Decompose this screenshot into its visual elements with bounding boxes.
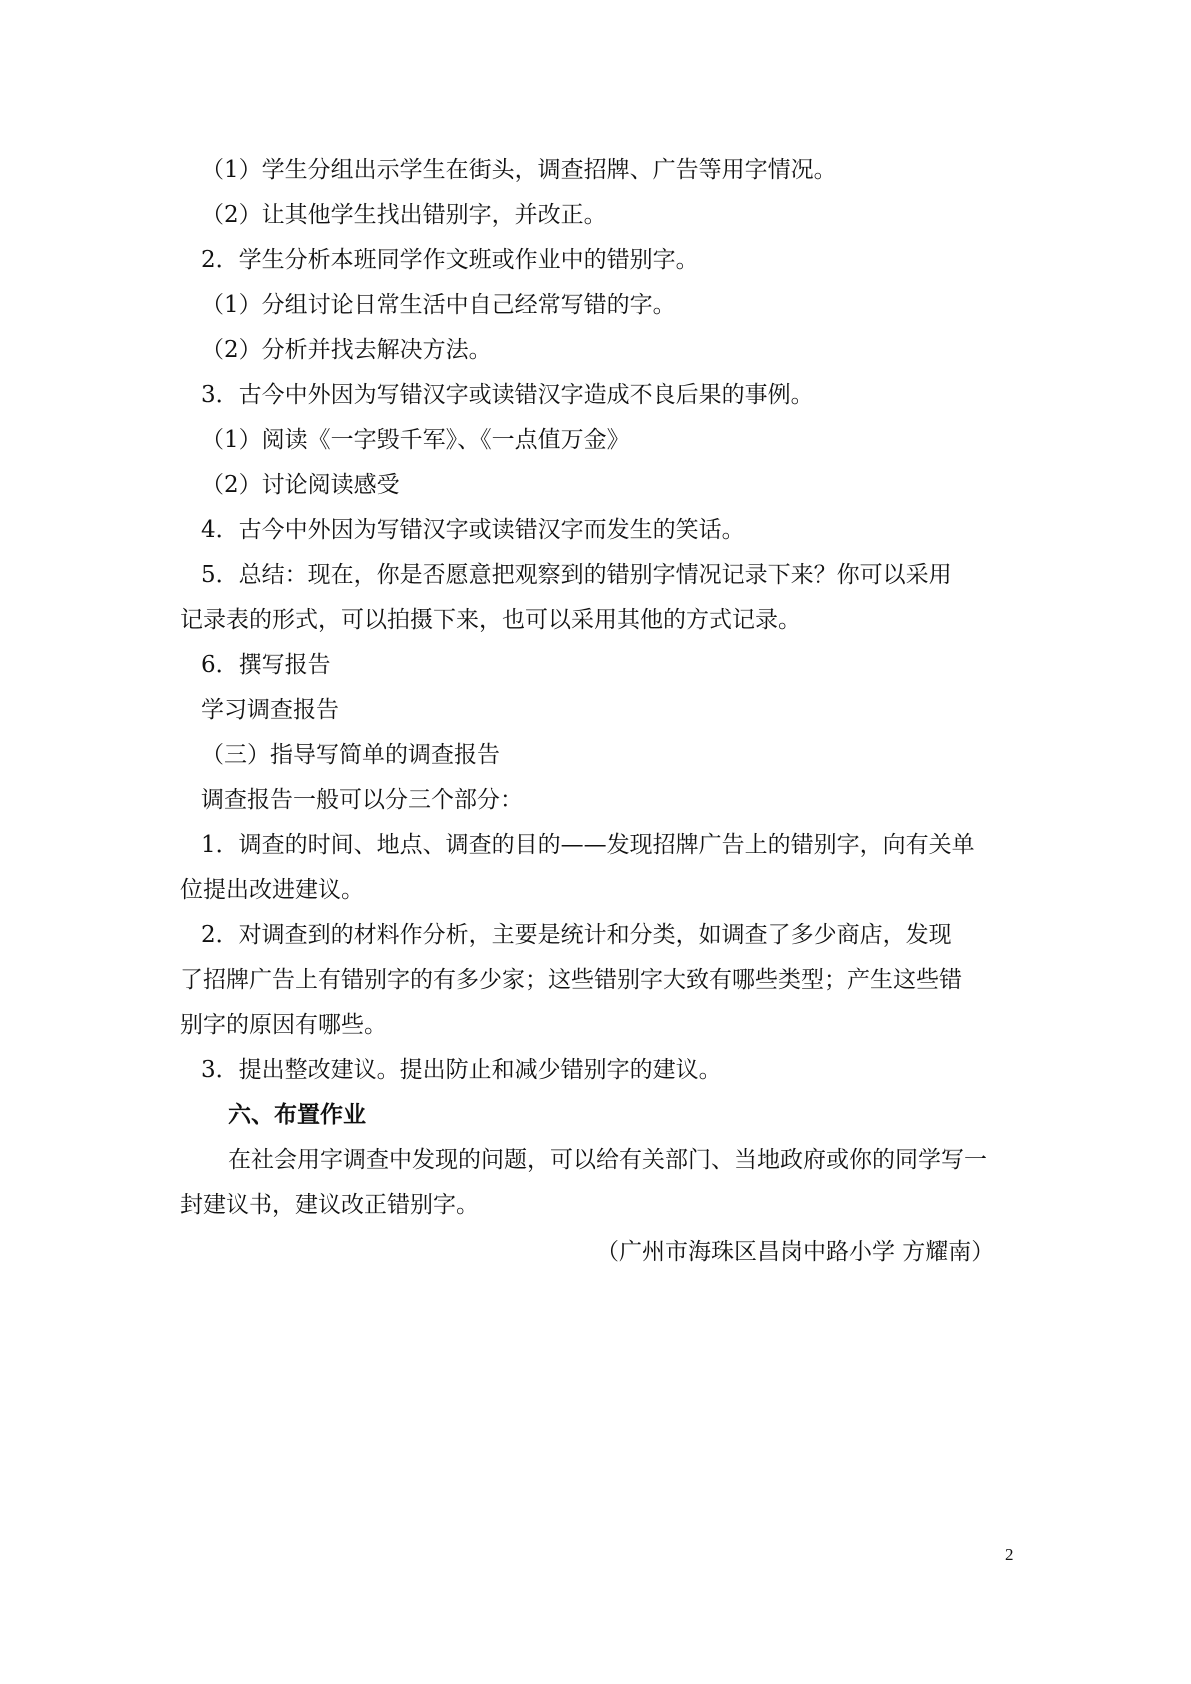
- text-line: （1）分组讨论日常生活中自己经常写错的字。: [201, 292, 676, 318]
- text-line: （1）学生分组出示学生在街头，调查招牌、广告等用字情况。: [201, 157, 837, 183]
- text-line: 4．古今中外因为写错汉字或读错汉字而发生的笑话。: [201, 517, 745, 543]
- page-number: 2: [1005, 1545, 1014, 1564]
- text-line: 3．提出整改建议。提出防止和减少错别字的建议。: [201, 1057, 722, 1083]
- text-line: （2）分析并找去解决方法。: [201, 337, 492, 363]
- text-line: 2．对调查到的材料作分析，主要是统计和分类，如调查了多少商店，发现: [201, 922, 952, 948]
- text-line: 6．撰写报告: [201, 652, 331, 678]
- text-line: 3．古今中外因为写错汉字或读错汉字造成不良后果的事例。: [201, 382, 814, 408]
- text-line: 记录表的形式，可以拍摄下来，也可以采用其他的方式记录。: [180, 607, 801, 633]
- section-heading: 六、布置作业: [228, 1102, 366, 1128]
- text-line: 在社会用字调查中发现的问题，可以给有关部门、当地政府或你的同学写一: [228, 1147, 987, 1173]
- text-line: 别字的原因有哪些。: [180, 1012, 387, 1038]
- text-line: 2．学生分析本班同学作文班或作业中的错别字。: [201, 247, 699, 273]
- text-line: （2）让其他学生找出错别字，并改正。: [201, 202, 607, 228]
- text-line: 位提出改进建议。: [180, 877, 364, 903]
- text-line: （1）阅读《一字毁千军》、《一点值万金》: [201, 427, 630, 453]
- text-line: 1．调查的时间、地点、调查的目的——发现招牌广告上的错别字，向有关单: [201, 832, 975, 858]
- text-line: 了招牌广告上有错别字的有多少家；这些错别字大致有哪些类型；产生这些错: [180, 967, 962, 993]
- text-line: 学习调查报告: [201, 697, 339, 723]
- text-line: （2）讨论阅读感受: [201, 472, 400, 498]
- text-line: 5．总结：现在，你是否愿意把观察到的错别字情况记录下来？你可以采用: [201, 562, 952, 588]
- author-signature: （广州市海珠区昌岗中路小学 方耀南）: [596, 1239, 995, 1265]
- text-line: 调查报告一般可以分三个部分：: [201, 787, 523, 813]
- text-line: 封建议书，建议改正错别字。: [180, 1192, 479, 1218]
- text-line: （三）指导写简单的调查报告: [201, 742, 500, 768]
